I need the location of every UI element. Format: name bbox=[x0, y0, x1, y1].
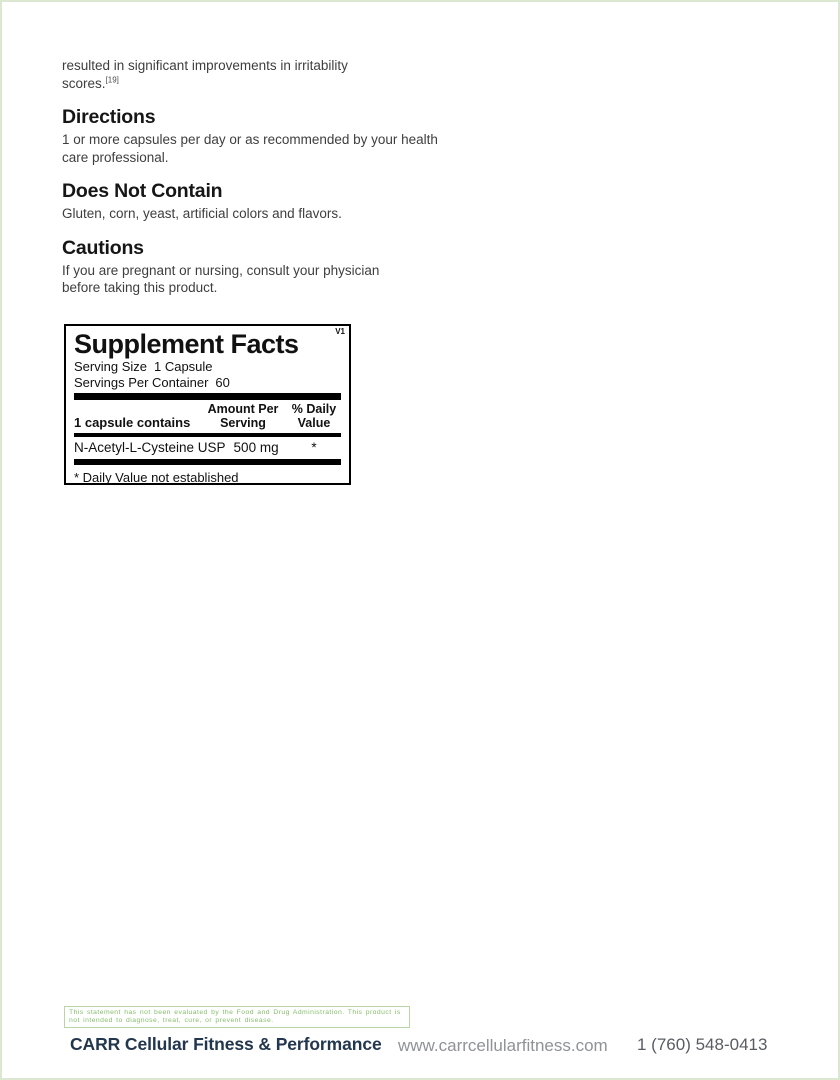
intro-paragraph bbox=[62, 57, 462, 92]
ingredient-row bbox=[74, 437, 341, 459]
servings-per-container-row: Servings Per Container 60 bbox=[74, 374, 230, 390]
facts-header-row bbox=[74, 400, 341, 433]
column-header-item: 1 capsule contains bbox=[74, 415, 191, 430]
thick-divider-bar bbox=[74, 393, 341, 400]
citation-superscript: [19] bbox=[105, 75, 119, 84]
footer-phone-number: 1 (760) 548-0413 bbox=[637, 1035, 768, 1054]
section-body-does-not-contain: Gluten, corn, yeast, artificial colors and flavors. bbox=[62, 206, 342, 221]
column-header-amount: Amount Per Serving bbox=[207, 402, 279, 430]
footer-website-url: www.carrcellularfitness.com bbox=[398, 1036, 608, 1055]
section-heading-cautions: Cautions bbox=[62, 236, 144, 259]
column-header-daily-value: % Daily Value bbox=[291, 402, 337, 430]
supplement-facts-title: Supplement Facts bbox=[74, 329, 299, 359]
section-body-cautions: If you are pregnant or nursing, consult your physician before taking this product. bbox=[62, 262, 380, 295]
serving-size-row: Serving Size 1 Capsule bbox=[74, 359, 213, 374]
fda-disclaimer-box: This statement has not been evaluated by the Food and Drug Administration. This product is not intended to diagnose, treat, cure, or prevent disease. bbox=[64, 1006, 410, 1028]
intro-line: scores.[19] bbox=[62, 75, 119, 91]
section-heading-directions: Directions bbox=[62, 106, 156, 128]
ingredient-amount: 500 mg bbox=[233, 439, 279, 455]
intro-line: resulted in significant improvements in irritability bbox=[62, 58, 348, 73]
section-heading-does-not-contain: Does Not Contain bbox=[62, 180, 223, 202]
label-version-superscript: V1 bbox=[335, 327, 345, 336]
ingredient-daily-value: * bbox=[311, 439, 317, 455]
supplement-facts-panel bbox=[64, 324, 351, 485]
main-text-column bbox=[62, 57, 462, 297]
footer-brand-name: CARR Cellular Fitness & Performance bbox=[70, 1034, 382, 1054]
section-body-directions: 1 or more capsules per day or as recommended by your health care professional. bbox=[62, 132, 438, 165]
ingredient-name: N-Acetyl-L-Cysteine USP bbox=[74, 439, 226, 455]
daily-value-footnote: * Daily Value not established bbox=[74, 469, 239, 485]
